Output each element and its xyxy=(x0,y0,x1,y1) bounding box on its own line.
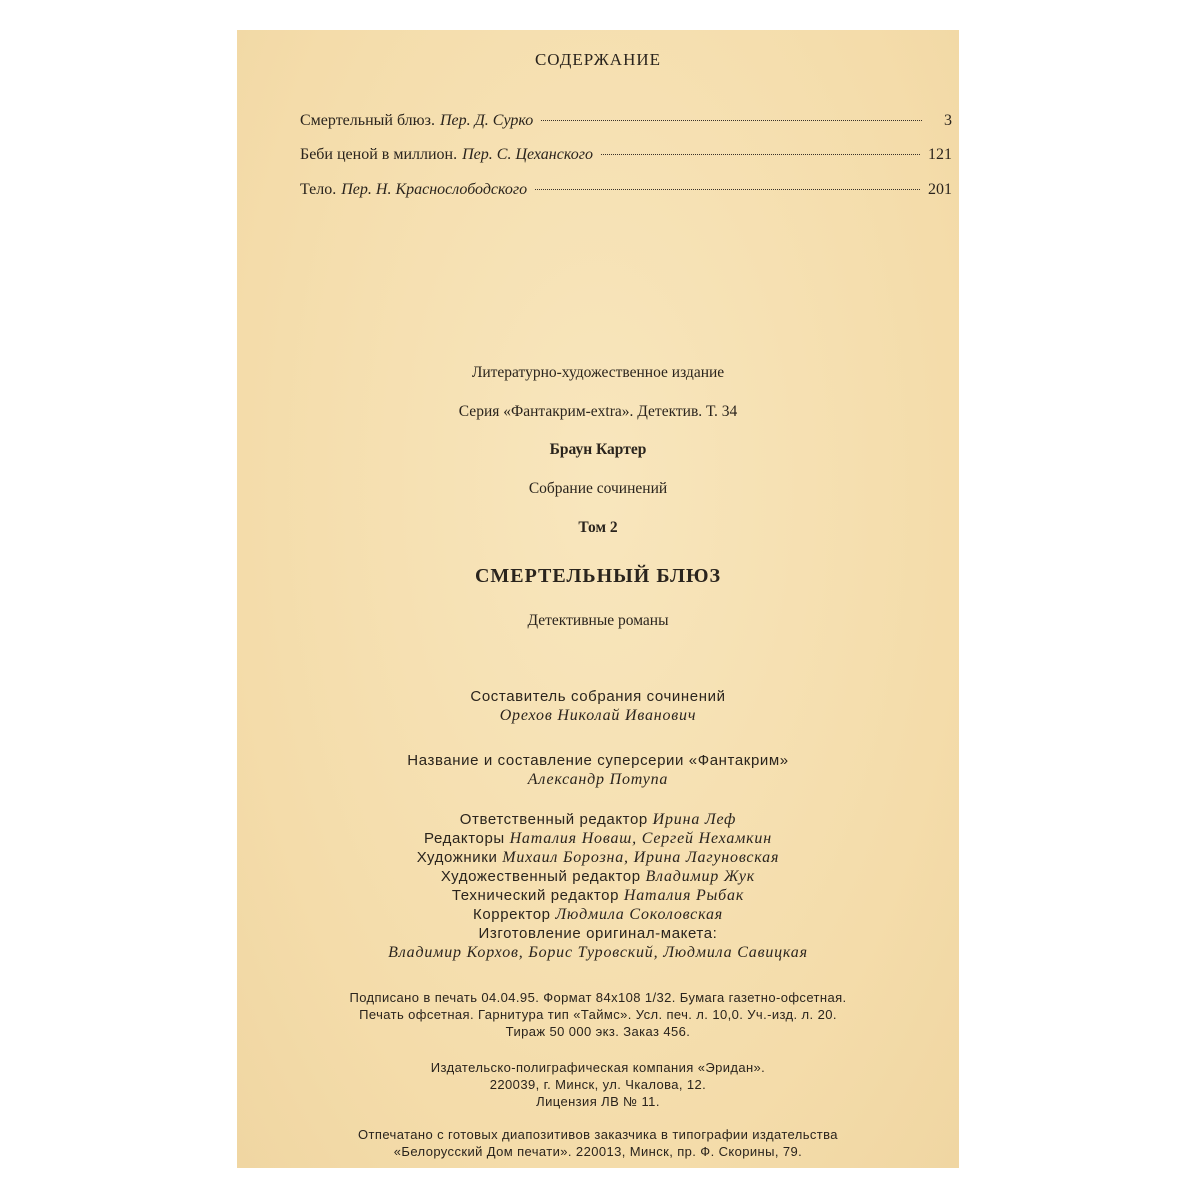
toc-entry-translator: Пер. Д. Сурко xyxy=(439,112,534,129)
credit-line xyxy=(237,906,959,924)
publisher-line-3: Лицензия ЛВ № 11. xyxy=(536,1094,660,1109)
publisher-line-2: 220039, г. Минск, ул. Чкалова, 12. xyxy=(489,1077,707,1092)
credit-line xyxy=(237,811,959,829)
credit-line xyxy=(237,830,959,848)
toc-heading: СОДЕРЖАНИЕ xyxy=(534,50,662,69)
credit-line xyxy=(237,868,959,886)
credit-role: Корректор xyxy=(473,906,551,923)
toc-entry xyxy=(300,112,952,136)
credit-role: Технический редактор xyxy=(451,887,620,904)
book-title: СМЕРТЕЛЬНЫЙ БЛЮЗ xyxy=(474,565,722,587)
edition-type: Литературно-художественное издание xyxy=(471,364,725,381)
toc-leader-dots xyxy=(601,154,920,155)
credit-name: Людмила Соколовская xyxy=(555,906,723,923)
imprint-line-1: Подписано в печать 04.04.95. Формат 84x108 1/32. Бумага газетно-офсетная. xyxy=(349,990,847,1005)
credit-name: Михаил Борозна, Ирина Лагуновская xyxy=(502,849,780,866)
toc-entry xyxy=(300,146,952,170)
credit-name: Наталия Новаш, Сергей Нехамкин xyxy=(509,830,772,847)
publisher-line-1: Издательско-полиграфическая компания «Эридан». xyxy=(430,1060,766,1075)
layout-names: Владимир Корхов, Борис Туровский, Людмила Савицкая xyxy=(388,944,808,961)
printer-line-1: Отпечатано с готовых диапозитивов заказчика в типографии издательства xyxy=(358,1127,838,1142)
printer-line-2: «Белорусский Дом печати». 220013, Минск, пр. Ф. Скорины, 79. xyxy=(393,1144,803,1159)
book-page xyxy=(237,30,959,1168)
toc-entry-translator: Пер. С. Цеханского xyxy=(462,146,593,163)
toc-leader-dots xyxy=(541,120,922,121)
credit-line xyxy=(237,887,959,905)
toc-entry-page: 3 xyxy=(944,112,952,129)
genre-label: Детективные романы xyxy=(527,612,669,629)
toc-entry-title: Смертельный блюз. xyxy=(300,112,435,129)
series-author: Александр Потупа xyxy=(527,771,669,788)
compiler-name: Орехов Николай Иванович xyxy=(499,707,697,724)
toc-entry-page: 201 xyxy=(928,181,952,198)
series-role: Название и составление суперсерии «Фантакрим» xyxy=(407,752,789,769)
author-name: Браун Картер xyxy=(549,441,647,458)
credit-name: Наталия Рыбак xyxy=(623,887,745,904)
volume-label: Том 2 xyxy=(578,519,618,536)
layout-role: Изготовление оригинал-макета: xyxy=(478,925,718,942)
toc-entry-title: Беби ценой в миллион. xyxy=(300,146,458,163)
imprint-line-2: Печать офсетная. Гарнитура тип «Таймс». Усл. печ. л. 10,0. Уч.-изд. л. 20. xyxy=(359,1007,837,1022)
credit-role: Ответственный редактор xyxy=(459,811,648,828)
toc-entry-translator: Пер. Н. Краснослободского xyxy=(341,181,528,198)
credit-line xyxy=(237,849,959,867)
toc-leader-dots xyxy=(535,189,920,190)
credit-role: Художники xyxy=(416,849,498,866)
collection-label: Собрание сочинений xyxy=(528,480,668,497)
toc-entry xyxy=(300,181,952,205)
credit-name: Владимир Жук xyxy=(645,868,756,885)
credit-role: Художественный редактор xyxy=(440,868,641,885)
compiler-role: Составитель собрания сочинений xyxy=(470,688,726,705)
credit-name: Ирина Леф xyxy=(652,811,737,828)
credit-role: Редакторы xyxy=(424,830,505,847)
imprint-line-3: Тираж 50 000 экз. Заказ 456. xyxy=(505,1024,691,1039)
series-line: Серия «Фантакрим-extra». Детектив. Т. 34 xyxy=(458,403,738,420)
toc-entry-page: 121 xyxy=(928,146,952,163)
toc-entry-title: Тело. xyxy=(300,181,337,198)
